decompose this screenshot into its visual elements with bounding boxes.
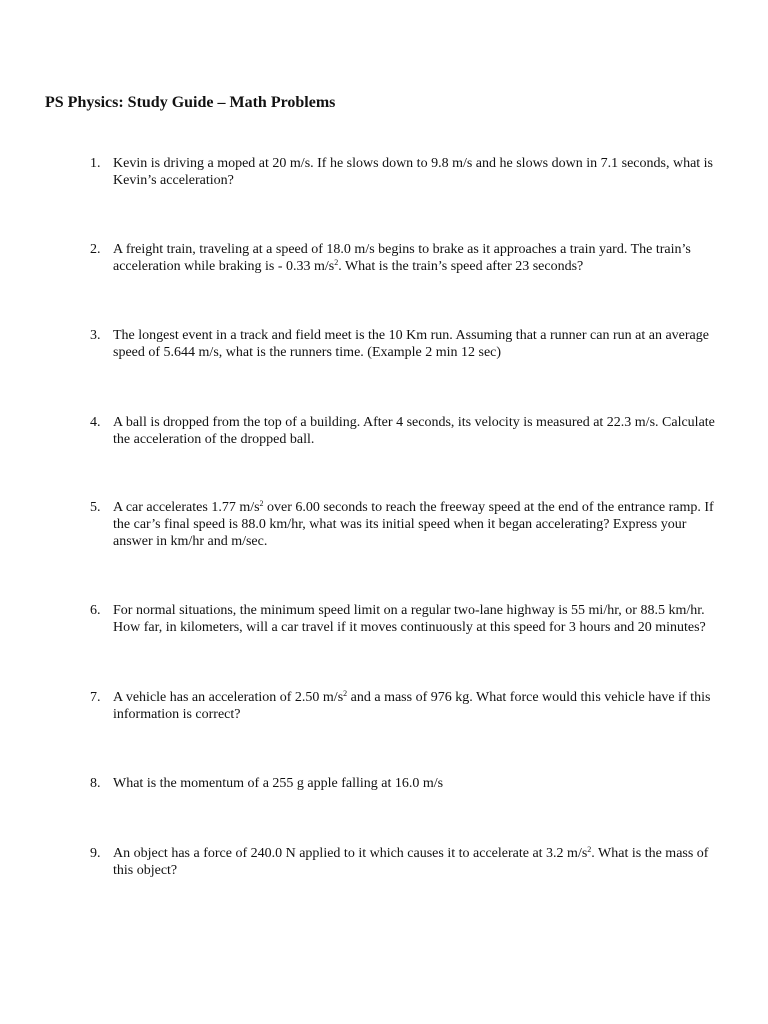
superscript: 2 [343,689,348,698]
problem-number: 6. [90,603,101,618]
problem-text: A freight train, traveling at a speed of 18.0 m/s begins to brake as it approaches a train yard. The train’s acceleration while braking is - 0.33 $m/s^2$. What is the train’s speed after 23 seconds? [113,242,691,274]
problem-number: 2. [90,242,101,257]
problem-item [90,241,726,275]
problem-number: 4. [90,415,101,430]
problem-text: For normal situations, the minimum speed limit on a regular two-lane highway is 55 mi/hr, or 88.5 km/hr. How far, in kilometers, will a car travel if it moves continuously at this speed for 3 hours and 20 minutes? [113,603,706,635]
problem-item [90,327,726,361]
problem-text: An object has a force of 240.0 N applied to it which causes it to accelerate at 3.2 $m/s^2$. What is the mass of this object? [113,845,709,878]
problem-text: A vehicle has an acceleration of 2.50 $m/s^2$ and a mass of 976 kg. What force would this vehicle have if this information is correct? [113,689,711,722]
problem-text: Kevin is driving a moped at 20 m/s. If he slows down to 9.8 m/s and he slows down in 7.1 seconds, what is Kevin’s acceleration? [113,156,714,188]
problem-number: 8. [90,776,101,791]
superscript: 2 [259,499,264,508]
problem-text: The longest event in a track and field meet is the 10 Km run. Assuming that a runner can run at an average speed of 5.644 m/s, what is the runners time. (Example 2 min 12 sec) [113,328,709,360]
problem-number: 1. [90,156,101,171]
problem-text: A ball is dropped from the top of a building. After 4 seconds, its velocity is measured at 22.3 m/s. Calculate the acceleration of the dropped ball. [113,415,715,447]
problem-number: 3. [90,328,101,343]
problem-number: 9. [90,846,101,861]
problem-item [90,845,726,879]
problem-item [90,689,726,723]
problem-item [90,499,726,550]
problem-item [90,414,726,448]
page-title: PS Physics: Study Guide – Math Problems [45,94,336,111]
problem-item [90,155,726,189]
problem-number: 7. [90,690,101,705]
superscript: 2 [334,258,339,267]
problem-item [90,602,726,636]
superscript: 2 [587,845,592,854]
problem-number: 5. [90,500,101,515]
problem-item [90,775,726,792]
problem-text: A car accelerates 1.77 $m/s^2$ over 6.00 seconds to reach the freeway speed at the end of the entrance ramp. If the car’s final speed is 88.0 km/hr, what was its initial speed when it began accelerating? Express your answer in km/hr and m/sec. [113,499,714,549]
problem-text: What is the momentum of a 255 g apple falling at 16.0 m/s [113,776,444,791]
